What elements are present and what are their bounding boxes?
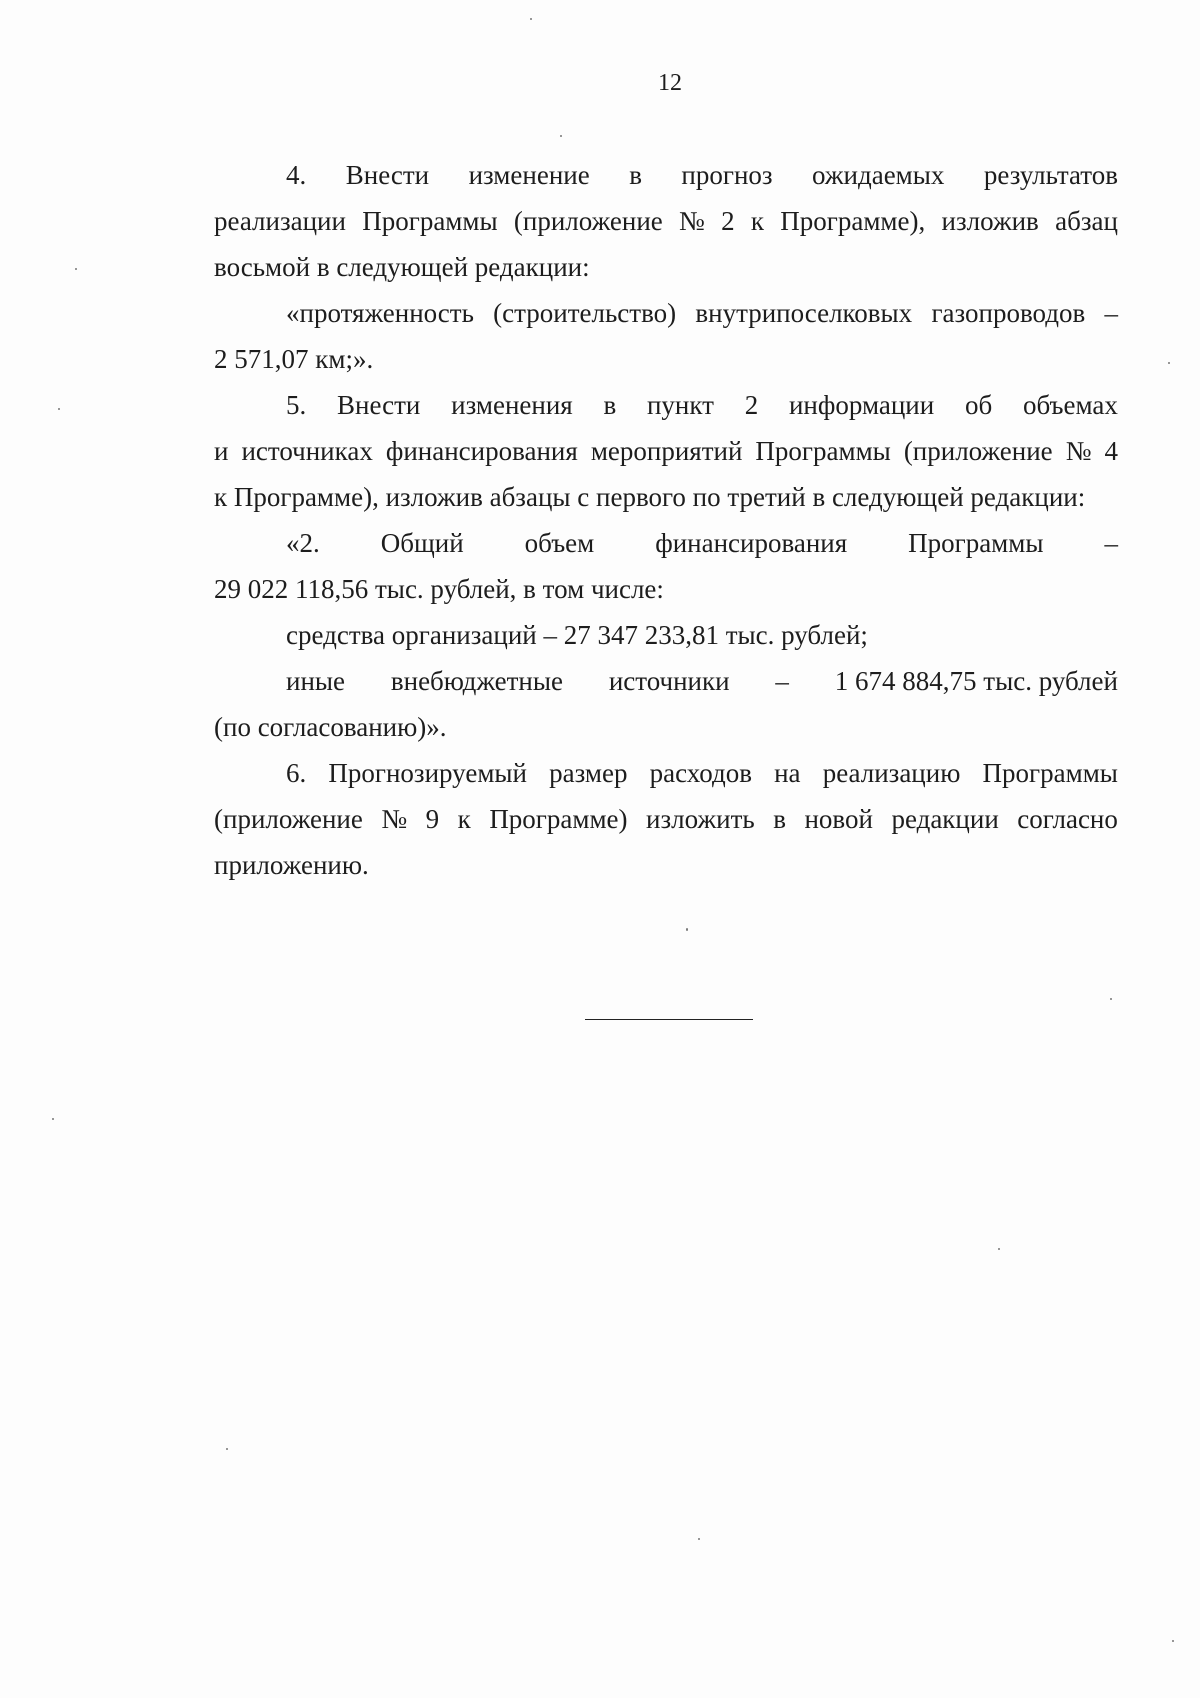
- word: 2: [744, 390, 759, 420]
- scan-speck: [1110, 998, 1112, 1000]
- word: финансирования: [655, 528, 848, 558]
- item-number: 6.: [286, 758, 307, 788]
- word: внутрипоселковых: [695, 298, 913, 328]
- word: –: [1104, 528, 1118, 558]
- word: (приложение: [214, 804, 363, 834]
- word: и: [214, 436, 229, 466]
- word: изложить: [646, 804, 755, 834]
- word: финансирования: [385, 436, 578, 466]
- scan-speck: [52, 1118, 54, 1120]
- end-separator-line: [585, 1019, 753, 1020]
- word: к: [457, 804, 471, 834]
- word: пункт: [646, 390, 714, 420]
- word: 9: [425, 804, 440, 834]
- word: внебюджетные: [390, 666, 563, 696]
- word: в: [629, 160, 642, 190]
- scan-speck: [1168, 362, 1170, 364]
- scan-speck: [560, 135, 562, 137]
- word: №: [679, 206, 705, 236]
- word: размер: [549, 758, 628, 788]
- scan-speck: [686, 928, 688, 931]
- item-6-line-3: приложению.: [214, 850, 369, 880]
- word: Внести: [337, 390, 421, 420]
- word: «протяженность: [286, 298, 474, 328]
- word: источниках: [241, 436, 373, 466]
- word: –: [775, 666, 789, 696]
- word: абзац: [1055, 206, 1118, 236]
- word: газопроводов: [931, 298, 1086, 328]
- word: Программы: [908, 528, 1044, 558]
- word: Программе): [489, 804, 628, 834]
- word: иные: [286, 666, 346, 696]
- word: на: [774, 758, 801, 788]
- word: Программы: [755, 436, 891, 466]
- word: Общий: [380, 528, 464, 558]
- item-5-quote-line-3: средства организаций – 27 347 233,81 тыс. рублей;: [286, 620, 868, 650]
- scan-speck: [75, 268, 77, 270]
- word: источники: [608, 666, 730, 696]
- item-5-quote-line-5: (по согласованию)».: [214, 712, 447, 742]
- item-5-quote-line-1: [214, 520, 1118, 566]
- item-6-line-1: [214, 750, 1118, 796]
- item-5-line-1: [214, 382, 1118, 428]
- word: 2: [721, 206, 735, 236]
- word: (приложение: [903, 436, 1053, 466]
- item-4-quote-line-2: 2 571,07 км;».: [214, 344, 374, 374]
- word: изложив: [941, 206, 1039, 236]
- word: результатов: [983, 160, 1118, 190]
- word: Внести: [345, 160, 430, 190]
- item-5-quote-line-4: [214, 658, 1118, 704]
- word: прогноз: [681, 160, 773, 190]
- word: согласно: [1017, 804, 1118, 834]
- word: (строительство): [493, 298, 677, 328]
- word: №: [381, 804, 408, 834]
- word: в: [773, 804, 786, 834]
- word: мероприятий: [590, 436, 743, 466]
- word: (приложение: [513, 206, 663, 236]
- word: расходов: [649, 758, 752, 788]
- word: редакции: [891, 804, 999, 834]
- word: Программы: [362, 206, 498, 236]
- item-number: 4.: [286, 160, 307, 190]
- word: в: [603, 390, 617, 420]
- word: Прогнозируемый: [328, 758, 527, 788]
- word: к: [750, 206, 764, 236]
- word: 1 674 884,75 тыс. рублей: [834, 666, 1118, 696]
- scan-speck: [58, 408, 60, 410]
- word: №: [1065, 436, 1092, 466]
- scan-speck: [1172, 1640, 1174, 1642]
- document-body: [214, 152, 1118, 888]
- scan-speck: [226, 1448, 228, 1450]
- word: реализацию: [822, 758, 961, 788]
- scan-speck: [998, 1248, 1000, 1250]
- word: объемах: [1022, 390, 1118, 420]
- scan-speck: [530, 18, 532, 20]
- word: изменения: [451, 390, 573, 420]
- word: 4: [1104, 436, 1118, 466]
- item-4-quote-line-1: [214, 290, 1118, 336]
- word: изменение: [468, 160, 590, 190]
- scan-speck: [698, 1538, 700, 1540]
- item-6-line-2: [214, 796, 1118, 842]
- item-5: [214, 382, 1118, 750]
- word: объем: [524, 528, 595, 558]
- word: реализации: [214, 206, 346, 236]
- word: ожидаемых: [812, 160, 945, 190]
- item-6: [214, 750, 1118, 888]
- item-4: [214, 152, 1118, 382]
- word: об: [964, 390, 993, 420]
- item-4-line-1: [214, 152, 1118, 198]
- item-5-line-3: к Программе), изложив абзацы с первого по третий в следующей редакции:: [214, 482, 1086, 512]
- word: новой: [804, 804, 873, 834]
- item-number: 5.: [286, 390, 307, 420]
- word: Программы: [982, 758, 1118, 788]
- item-5-line-2: [214, 428, 1118, 474]
- word: «2.: [286, 528, 320, 558]
- item-4-line-3: восьмой в следующей редакции:: [214, 252, 590, 282]
- word: –: [1104, 298, 1118, 328]
- item-5-quote-line-2: 29 022 118,56 тыс. рублей, в том числе:: [214, 574, 664, 604]
- item-4-line-2: [214, 198, 1118, 244]
- word: Программе),: [780, 206, 926, 236]
- word: информации: [788, 390, 935, 420]
- page-number: 12: [658, 70, 682, 96]
